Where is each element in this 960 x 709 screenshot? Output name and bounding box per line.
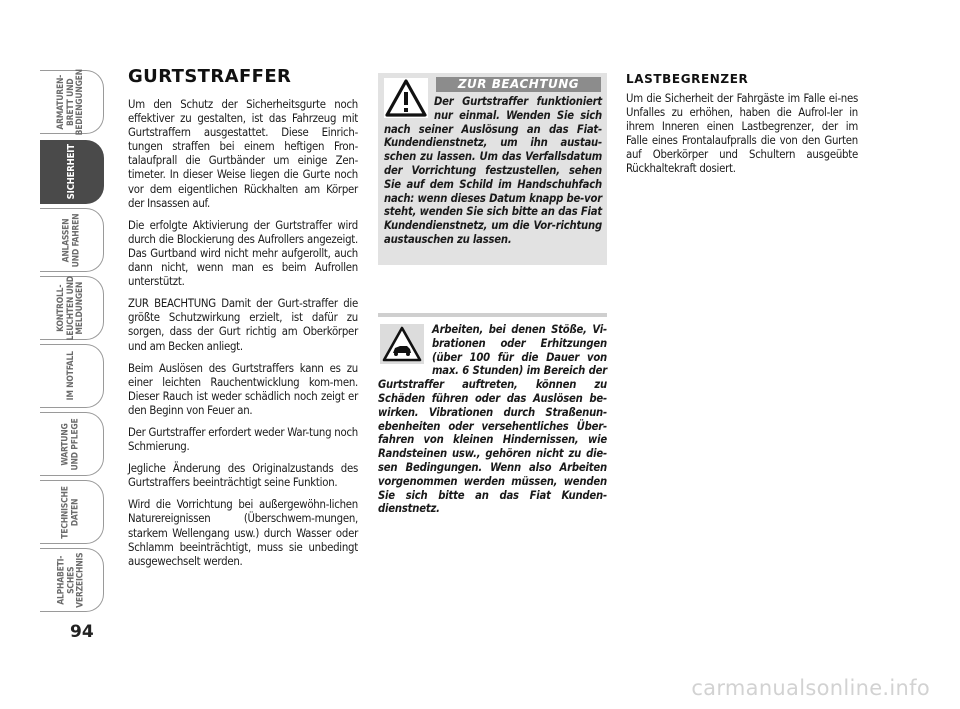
note-text: Arbeiten, bei denen Stöße, Vi-brationen oder Erhitzungen (über 100 für die Dauer von max. 6 Stunden) im Bereich der Gurtstraffer auftreten, können zu Schäden führen oder das Auslösen be-wirken. Vibrationen durch Straßenun-ebenheiten oder versehentliches Über-fahren von kleinen Hindernissen, wie Randsteinen usw., gehören nicht zu die-sen Bedingungen. Wenn also Arbeiten vorgenommen werden müssen, wenden Sie sich bitte an das Fiat Kunden-dienstnetz. xyxy=(378,323,607,516)
paragraph: Um den Schutz der Sicherheitsgurte noch effektiver zu gestalten, ist das Fahrzeug mit Gurtstraffern ausgestattet. Diese Einrich-tungen straffen bei einem heftigen Fron-talaufprall die Gurtbänder um einige Zen-timeter. In dieser Weise liegen die Gurte noch vor dem eigentlichen Rückhalten am Körper der Insassen auf. xyxy=(128,98,358,210)
limiter-column xyxy=(626,72,858,185)
warning-text-block xyxy=(384,95,602,247)
section-title: GURTSTRAFFER xyxy=(128,66,292,87)
tab-verzeichnis[interactable] xyxy=(40,548,104,612)
warning-text: Der Gurtstraffer funktioniert nur einmal. Wenden Sie sich nach seiner Auslösung an das Fiat-Kundendienstnetz, um ihn austau-schen zu lassen. Um das Verfallsdatum der Vorrichtung festzustellen, sehen Sie auf dem Schild im Handschuhfach nach: wenn dieses Datum knapp be-vor steht, wenden Sie sich bitte an das Fiat Kundendienstnetz, um die Vor-richtung austauschen zu lassen. xyxy=(384,95,602,246)
tab-kontrollleuchten[interactable] xyxy=(40,276,104,340)
divider xyxy=(378,313,607,317)
limiter-text: Um die Sicherheit der Fahrgäste im Falle ei-nes Unfalles zu erhöhen, haben die Aufrol-ler in ihrem Inneren einen Lastbegrenzer, der im Falle eines Frontalaufpralls die von den Gurten auf Oberkörper und Schultern ausgeübte Rückhaltekraft dosiert. xyxy=(626,92,858,176)
tab-label: WARTUNG UND PFLEGE xyxy=(60,417,81,471)
limiter-title: LASTBEGRENZER xyxy=(626,72,749,86)
main-column xyxy=(128,66,358,577)
paragraph: Die erfolgte Aktivierung der Gurtstraffer wird durch die Blockierung des Aufrollers angezeigt. Das Gurtband wird nicht mehr aufgerollt, auch dann nicht, wenn man es beim Aufrollen unterstützt. xyxy=(128,218,358,289)
paragraph: Wird die Vorrichtung bei außergewöhn-lichen Naturereignissen (Überschwem-mungen, starkem Wellengang usw.) durch Wasser oder Schlamm beeinträchtigt, muss sie unbedingt ausgewechselt werden. xyxy=(128,498,358,568)
paragraph: Jegliche Änderung des Originalzustands des Gurtstraffers beeinträchtigt seine Funktion. xyxy=(128,462,358,490)
warning-header: ZUR BEACHTUNG xyxy=(436,77,601,92)
tab-anlassen[interactable] xyxy=(40,208,104,272)
tab-label: TECHNISCHE DATEN xyxy=(60,485,81,539)
tab-notfall[interactable] xyxy=(40,344,104,408)
tab-armaturenbrett[interactable] xyxy=(40,70,104,134)
tab-label: KONTROLL- LEUCHTEN UND MELDUNGEN xyxy=(56,275,86,341)
tab-label: ALPHABETI- SCHES VERZEICHNIS xyxy=(56,552,86,608)
tab-wartung[interactable] xyxy=(40,412,104,476)
warning-box xyxy=(378,73,607,265)
tab-label: ANLASSEN UND FAHREN xyxy=(60,213,81,267)
paragraph: ZUR BEACHTUNG Damit der Gurt-straffer die größte Schutzwirkung erzielt, ist dafür zu sorgen, dass der Gurt richtig am Oberkörper und am Becken anliegt. xyxy=(128,297,358,353)
tab-label: SICHERHEIT xyxy=(65,144,77,200)
page-number: 94 xyxy=(70,622,94,642)
tab-label: ARMATUREN- BRETT UND BEDIENGUNGEN xyxy=(56,68,86,136)
paragraph: Der Gurtstraffer erfordert weder War-tung noch Schmierung. xyxy=(128,425,358,454)
tab-label: IM NOTFALL xyxy=(65,351,76,401)
car-triangle-icon xyxy=(380,324,424,364)
tab-technische-daten[interactable] xyxy=(40,480,104,544)
watermark: carmanualsonline.info xyxy=(691,676,930,700)
note-box xyxy=(378,323,607,516)
tab-sicherheit[interactable] xyxy=(40,140,104,204)
icon-spacer xyxy=(384,95,434,121)
paragraph: Beim Auslösen des Gurtstraffers kann es zu einer leichten Rauchentwicklung kom-men. Dieser Rauch ist weder schädlich noch zeigt er den Beginn von Feuer an. xyxy=(128,361,358,417)
